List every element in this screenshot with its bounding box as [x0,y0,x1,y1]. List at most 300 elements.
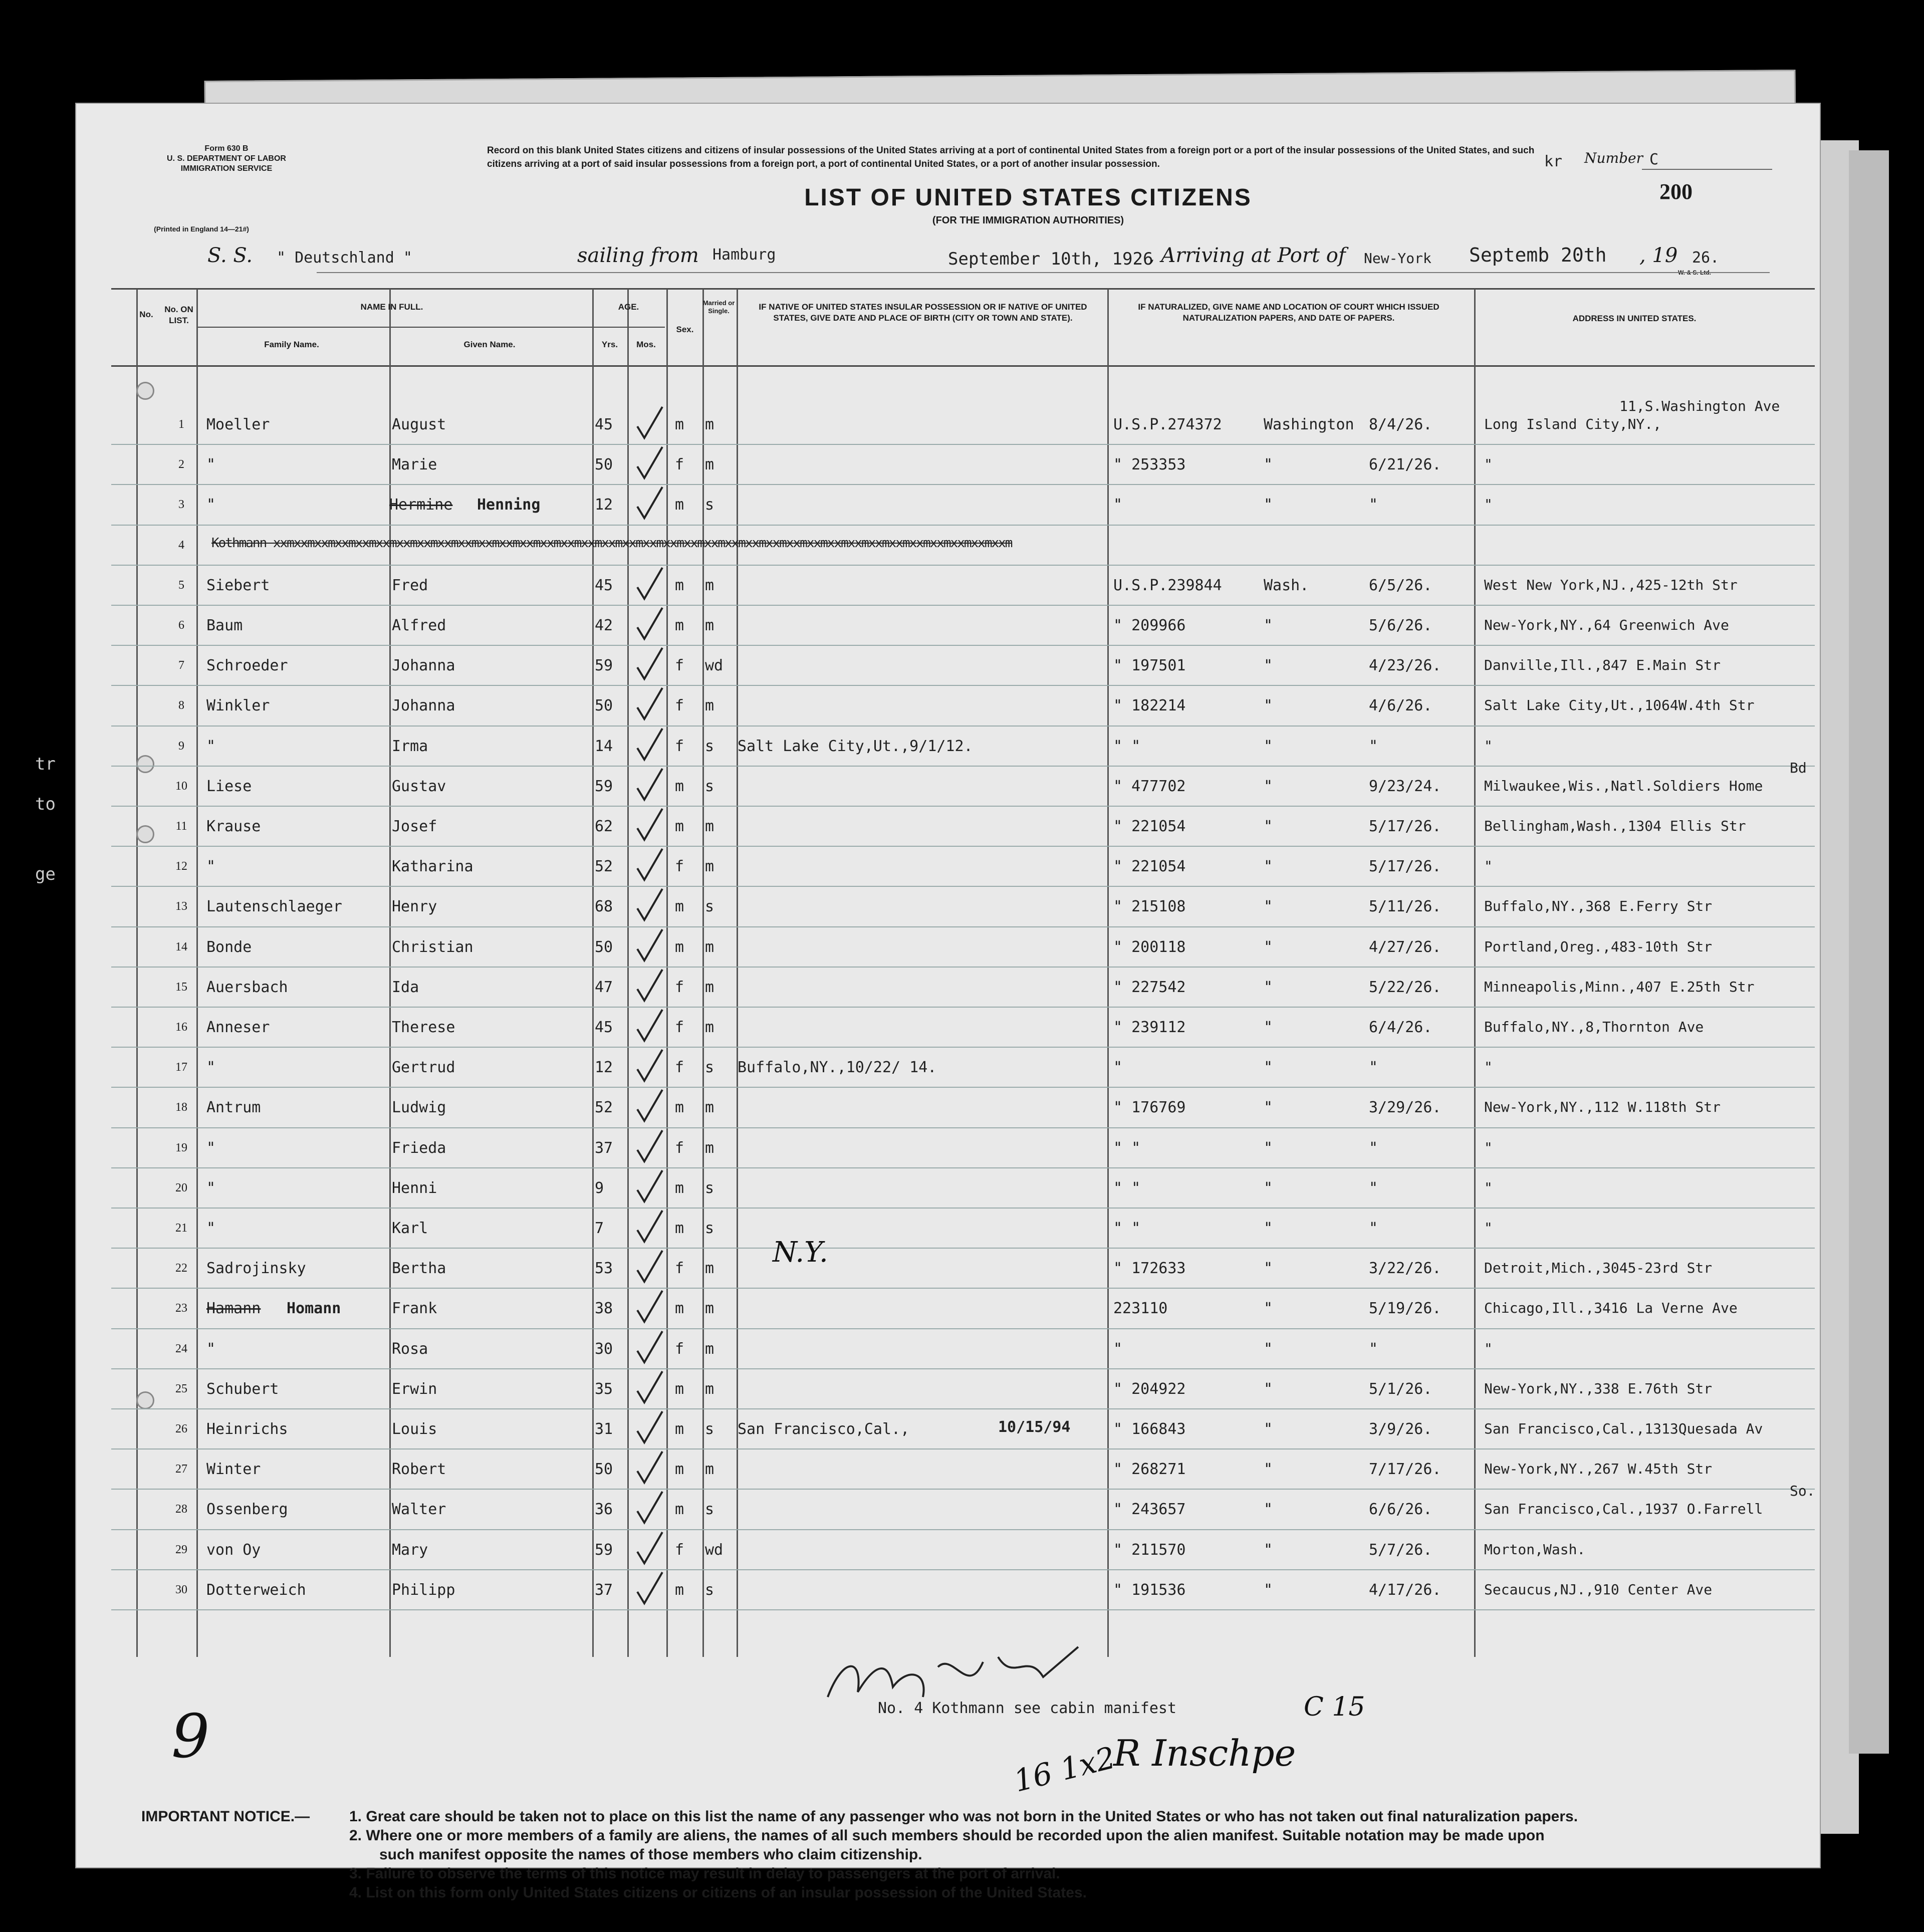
paper-date: 5/6/26. [1369,617,1432,634]
naturalization-number: " 209966 [1113,617,1186,634]
row-number: 28 [175,1503,187,1516]
handwritten-code: 16 1x2 [1010,1740,1119,1799]
marital-status: m [705,1139,714,1157]
page-subtitle: (FOR THE IMMIGRATION AUTHORITIES) [932,215,1124,226]
address: " [1484,456,1493,473]
given-name: Therese [392,1019,455,1036]
sailing-label: sailing from [577,244,699,267]
marital-status: m [705,1019,714,1036]
family-name: Baum [206,617,243,634]
family-name: Auersbach [206,978,288,996]
family-name: " [206,737,216,755]
paper-date: 3/22/26. [1369,1260,1441,1278]
row-rule [111,806,1815,807]
printed-note: (Printed in England 14—21#) [154,225,249,233]
row-rule [111,1047,1815,1048]
age-years: 35 [595,1380,613,1398]
sex: f [675,1059,684,1077]
table-row [76,849,1815,889]
address: " [1484,496,1493,513]
given-name: Ida [392,978,419,996]
court: " [1264,978,1273,996]
given-name: Johanna [392,657,455,675]
paper-date: 6/21/26. [1369,456,1441,474]
age-years: 30 [595,1340,613,1358]
row-rule [111,766,1815,767]
family-name: Anneser [206,1019,270,1036]
paper-date: 8/4/26. [1369,416,1432,433]
number-label: Number [1584,150,1643,166]
table-row [76,809,1815,849]
row-rule [111,1368,1815,1369]
address: San Francisco,Cal.,1937 O.Farrell [1484,1501,1763,1518]
age-years: 9 [595,1179,604,1197]
court: " [1264,1380,1273,1398]
table-row [76,648,1815,688]
table-row [76,759,1815,809]
naturalization-number: " 221054 [1113,818,1186,835]
row-rule [111,1569,1815,1570]
address: " [1484,1139,1493,1156]
sex: m [675,1581,684,1599]
check-mark [633,404,668,444]
sex: m [675,1300,684,1318]
age-years: 47 [595,978,613,996]
naturalization-number: " 477702 [1113,777,1186,795]
court: " [1264,1099,1273,1117]
age-years: 52 [595,1099,613,1117]
birth-date-correction: 10/15/94 [998,1418,1071,1436]
given-name: Alfred [392,617,446,634]
row-number: 29 [175,1543,187,1556]
row-rule [111,1007,1815,1008]
row-number: 23 [175,1302,187,1315]
table-row [76,1331,1815,1371]
sex: m [675,1179,684,1197]
row-rule [111,1328,1815,1329]
date-from: September 10th, 1926 [948,249,1153,269]
court: " [1264,1541,1273,1559]
number-value: C [1649,151,1659,168]
family-name: " [206,1179,216,1197]
marital-status: m [705,1340,714,1358]
family-name-struck: Hamann [206,1300,261,1318]
court: " [1264,1581,1273,1599]
age-years: 50 [595,1461,613,1479]
family-name: Ossenberg [206,1501,288,1519]
form-number: Form 630 B U. S. DEPARTMENT OF LABOR IMMIGRATION SERVICE [167,144,286,173]
col-age: AGE. [618,302,639,312]
age-years: 42 [595,617,613,634]
sex: m [675,818,684,835]
given-name: Ludwig [392,1099,446,1117]
col-address: ADDRESS IN UNITED STATES. [1572,314,1697,323]
naturalization-number: " 268271 [1113,1461,1186,1479]
sex: m [675,898,684,916]
row-number: 18 [175,1101,187,1114]
marital-status: s [705,898,714,916]
inspector-signature: R Inschpe [1113,1732,1296,1774]
court: " [1264,617,1273,634]
paper-date: 6/5/26. [1369,576,1432,594]
court: " [1264,938,1273,956]
number-underline [1642,169,1772,170]
naturalization-number: " 176769 [1113,1099,1186,1117]
marital-status: m [705,576,714,594]
check-mark [633,766,668,806]
row-number: 6 [178,619,184,632]
address: New-York,NY.,64 Greenwich Ave [1484,617,1729,633]
sex: m [675,617,684,634]
age-years: 37 [595,1139,613,1157]
given-name: Frieda [392,1139,446,1157]
address: New-York,NY.,112 W.118th Str [1484,1099,1721,1116]
naturalization-number: " 197501 [1113,657,1186,675]
age-years: 36 [595,1501,613,1519]
given-name: Henni [392,1179,437,1197]
handwritten-scribble [818,1637,1138,1712]
marital-status: m [705,978,714,996]
table-row [76,1483,1815,1532]
marital-status: s [705,1059,714,1077]
address: Danville,Ill.,847 E.Main Str [1484,657,1721,674]
paper-date: " [1369,1059,1378,1077]
family-name: Heinrichs [206,1420,288,1438]
family-name: Liese [206,777,252,795]
marital-status: s [705,1501,714,1519]
given-name: Irma [392,737,428,755]
paper-date: " [1369,1340,1378,1358]
family-name: " [206,1220,216,1237]
marital-status: m [705,1380,714,1398]
ss-label: S. S. [207,244,253,267]
court: " [1264,1059,1273,1077]
given-name-struck: Hermine [389,496,453,514]
age-years: 45 [595,576,613,594]
age-years: 45 [595,1019,613,1036]
birth-info: Salt Lake City,Ut.,9/1/12. [738,737,973,755]
col-given-name: Given Name. [463,340,516,349]
court: " [1264,1501,1273,1519]
marital-status: s [705,1420,714,1438]
age-years: 59 [595,1541,613,1559]
given-name: Robert [392,1461,446,1479]
naturalization-number: 223110 [1113,1300,1168,1318]
row-number: 16 [175,1021,187,1034]
naturalization-number: " 215108 [1113,898,1186,916]
marital-status: m [705,697,714,715]
page-title: LIST OF UNITED STATES CITIZENS [804,184,1252,211]
row-rule [111,444,1815,445]
age-years: 53 [595,1260,613,1278]
given-name: Johanna [392,697,455,715]
age-years: 14 [595,737,613,755]
col-no-on-list: No. ON LIST. [164,305,193,325]
family-name: Krause [206,818,261,835]
table-row [76,528,1815,568]
marital-status: m [705,1300,714,1318]
row-number: 3 [178,498,184,512]
given-name: Walter [392,1501,446,1519]
table-row [76,608,1815,648]
row-rule [111,886,1815,887]
row-number: 21 [175,1222,187,1235]
paper-date: 3/29/26. [1369,1099,1441,1117]
given-name: Gustav [392,777,446,795]
court: " [1264,1461,1273,1479]
naturalization-number: " " [1113,737,1141,755]
age-years: 50 [595,456,613,474]
marital-status: m [705,1461,714,1479]
family-name: Sadrojinsky [206,1260,306,1278]
row-number: 8 [178,699,184,712]
naturalization-number: " 166843 [1113,1420,1186,1438]
check-mark [633,1408,668,1448]
check-mark [633,1167,668,1208]
row-number: 4 [178,538,184,552]
given-name: Bertha [392,1260,446,1278]
court: " [1264,1340,1273,1358]
table-row [76,889,1815,929]
marital-status: s [705,1179,714,1197]
age-years: 37 [595,1581,613,1599]
sex: f [675,737,684,755]
row-rule [111,525,1815,526]
given-name: Marie [392,456,437,474]
address: " [1484,1220,1493,1236]
age-years: 62 [595,818,613,835]
paper-date: 5/1/26. [1369,1380,1432,1398]
row-rule [111,1167,1815,1168]
check-mark [633,444,668,484]
marital-status: m [705,858,714,876]
row-rule [111,1448,1815,1450]
row-rule [111,1609,1815,1610]
address: Long Island City,NY., [1484,416,1662,432]
given-name: Katharina [392,858,473,876]
check-mark [633,685,668,725]
paper-date: " [1369,1220,1378,1237]
family-name: " [206,456,216,474]
table-top-rule [111,288,1815,290]
check-mark [633,967,668,1007]
address: Morton,Wash. [1484,1541,1586,1558]
naturalization-number: " [1113,496,1123,514]
table-head-rule [111,365,1815,367]
table-row [76,1251,1815,1291]
row-rule [111,846,1815,847]
age-years: 50 [595,938,613,956]
sex: f [675,1340,684,1358]
family-name: Winkler [206,697,270,715]
naturalization-number: " 172633 [1113,1260,1186,1278]
row-number: 10 [175,779,187,793]
table-row [76,487,1815,527]
sex: m [675,1501,684,1519]
address: " [1484,1179,1493,1196]
sex: f [675,978,684,996]
table-row [76,1130,1815,1170]
family-name: von Oy [206,1541,261,1559]
naturalization-number: " " [1113,1179,1141,1197]
address: " [1484,1340,1493,1357]
row-number: 1 [178,418,184,431]
row-rule [111,1288,1815,1289]
check-mark [633,886,668,926]
sex: m [675,576,684,594]
paper-date: 6/6/26. [1369,1501,1432,1519]
address: New-York,NY.,267 W.45th Str [1484,1461,1713,1478]
check-mark [633,1368,668,1408]
address: Salt Lake City,Ut.,1064W.4th Str [1484,697,1755,714]
marital-status: m [705,818,714,835]
given-name: Philipp [392,1581,455,1599]
table-row [76,729,1815,769]
naturalization-number: " 191536 [1113,1581,1186,1599]
given-name: Christian [392,938,473,956]
handwritten-note: C 15 [1304,1692,1365,1722]
check-mark [633,565,668,605]
naturalization-number: U.S.P.274372 [1113,416,1222,433]
check-mark [633,1569,668,1609]
table-row [76,1572,1815,1612]
paper-date: 5/17/26. [1369,818,1441,835]
handwritten-ny: N.Y. [773,1236,828,1269]
table-row [76,568,1815,608]
naturalization-number: " [1113,1059,1123,1077]
marital-status: s [705,1220,714,1237]
marital-status: s [705,1581,714,1599]
check-mark [633,1448,668,1489]
address: West New York,NJ.,425-12th Str [1484,576,1738,593]
court: " [1264,456,1273,474]
given-name: Karl [392,1220,428,1237]
check-mark [633,1208,668,1248]
given-name: August [392,416,446,433]
row-number: 26 [175,1422,187,1435]
col-sex: Sex. [676,325,694,334]
court: " [1264,858,1273,876]
check-mark [633,645,668,685]
age-years: 38 [595,1300,613,1318]
address: Detroit,Mich.,3045-23rd Str [1484,1260,1713,1277]
age-years: 68 [595,898,613,916]
row-number: 5 [178,578,184,592]
given-name: Louis [392,1420,437,1438]
family-name: Antrum [206,1099,261,1117]
paper-date: 4/17/26. [1369,1581,1441,1599]
age-years: 45 [595,416,613,433]
address: Buffalo,NY.,8,Thornton Ave [1484,1019,1704,1035]
check-mark [633,1248,668,1288]
marital-status: s [705,496,714,514]
check-mark [633,1047,668,1087]
paper-date: 3/9/26. [1369,1420,1432,1438]
sex: f [675,858,684,876]
check-mark [633,846,668,886]
number-prefix: kr [1544,153,1563,170]
col-family-name: Family Name. [264,340,319,349]
table-row [76,1090,1815,1130]
row-rule [111,967,1815,968]
row-number: 7 [178,659,184,672]
given-name: Henning [477,496,541,514]
address: Secaucus,NJ.,910 Center Ave [1484,1581,1713,1598]
naturalization-number: " 204922 [1113,1380,1186,1398]
paper-date: 4/23/26. [1369,657,1441,675]
address: Milwaukee,Wis.,Natl.Soldiers Home [1484,777,1763,794]
table-row [76,1291,1815,1331]
margin-mark: tr [35,754,56,774]
marital-status: m [705,617,714,634]
check-mark [633,1288,668,1328]
given-name: Mary [392,1541,428,1559]
age-years: 12 [595,496,613,514]
family-name: Schubert [206,1380,279,1398]
court: " [1264,1420,1273,1438]
row-rule [111,484,1815,485]
naturalization-number: " 239112 [1113,1019,1186,1036]
marital-status: m [705,938,714,956]
col-no: No. [139,310,153,319]
check-mark [633,1127,668,1167]
sex: m [675,1220,684,1237]
address: Buffalo,NY.,368 E.Ferry Str [1484,898,1713,915]
row-rule [111,685,1815,686]
arrival-date: Septemb 20th [1469,244,1607,266]
row-number: 17 [175,1061,187,1074]
paper-date: 6/4/26. [1369,1019,1432,1036]
court: " [1264,1220,1273,1237]
address-line-1: Bd [1790,759,1807,776]
paper-date: 5/7/26. [1369,1541,1432,1559]
marital-status: s [705,777,714,795]
row-rule [111,645,1815,646]
court: " [1264,1179,1273,1197]
family-name: " [206,858,216,876]
given-name: Fred [392,576,428,594]
check-mark [633,484,668,524]
table-row [76,970,1815,1010]
paper-date: 4/27/26. [1369,938,1441,956]
sex: m [675,1380,684,1398]
naturalization-number: " 200118 [1113,938,1186,956]
age-years: 50 [595,697,613,715]
row-number: 11 [175,820,187,833]
row-number: 27 [175,1463,187,1476]
check-mark [633,726,668,766]
row-number: 24 [175,1342,187,1355]
table-row [76,688,1815,728]
sex: m [675,777,684,795]
sex: f [675,456,684,474]
col-married: Married or Single. [702,299,735,315]
family-name: Siebert [206,576,270,594]
court: " [1264,1300,1273,1318]
paper-date: 4/6/26. [1369,697,1432,715]
table-row [76,1170,1815,1211]
row-rule [111,1208,1815,1209]
row-number: 19 [175,1141,187,1154]
family-name: Moeller [206,416,270,433]
col-birth: IF NATIVE OF UNITED STATES INSULAR POSSESSION OR IF NATIVE OF UNITED STATES, GIVE DATE AND PLACE OF BIRTH (CITY OR TOWN AND STATE). [759,302,1087,323]
check-mark [633,926,668,967]
row-number: 15 [175,980,187,994]
margin-mark: to [35,794,56,814]
family-name: Dotterweich [206,1581,306,1599]
address: Minneapolis,Minn.,407 E.25th Str [1484,978,1755,995]
family-name: Homann [287,1300,341,1318]
